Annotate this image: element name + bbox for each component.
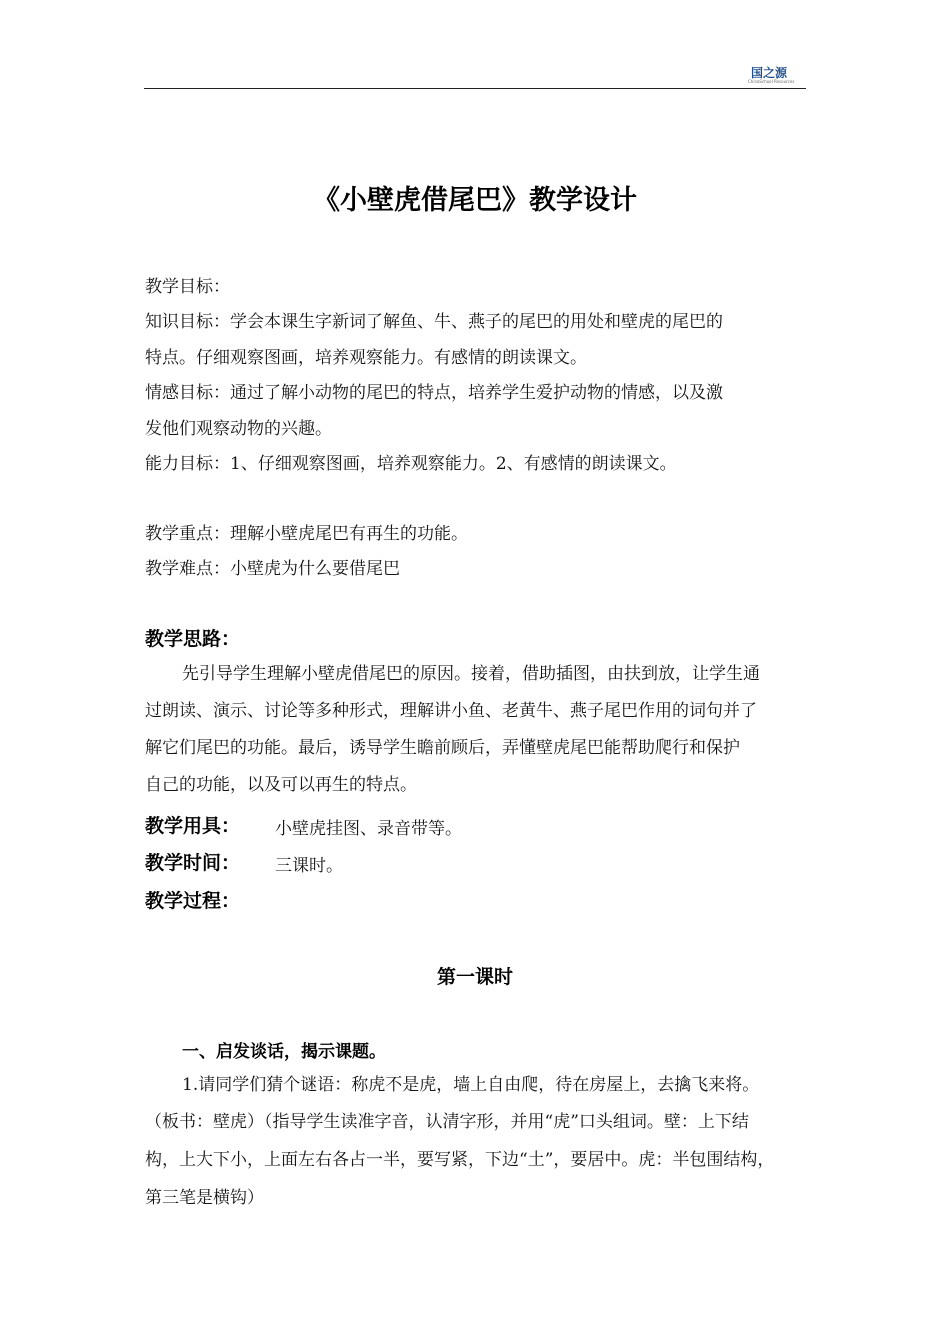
tools-label: 教学用具： (145, 815, 241, 837)
objectives-heading: 教学目标： (145, 277, 230, 297)
logo-text: 国之源 (751, 66, 788, 80)
header-rule (144, 88, 806, 89)
lesson-1-title: 第一课时 (436, 966, 513, 988)
ability-objective-line: 能力目标：1、仔细观察图画，培养观察能力。2、有感情的朗读课文。 (145, 454, 677, 474)
time-label: 教学时间： (145, 852, 241, 874)
process-heading: 教学过程： (145, 890, 241, 912)
emotion-objective-line-1: 情感目标：通过了解小动物的尾巴的特点，培养学生爱护动物的情感，以及激 (145, 383, 723, 403)
emotion-objective-line-2: 发他们观察动物的兴趣。 (145, 419, 332, 439)
logo-subtext: ChinaSchool Resources (748, 79, 795, 84)
approach-line-3: 解它们尾巴的功能。最后，诱导学生瞻前顾后，弄懂壁虎尾巴能帮助爬行和保护 (145, 738, 740, 758)
lesson-1-part-1-heading: 一、启发谈话，揭示课题。 (182, 1042, 386, 1062)
time-value: 三课时。 (275, 856, 343, 876)
lesson-1-line-3: 构，上大下小，上面左右各占一半，要写紧，下边“土”，要居中。虎：半包围结构， (145, 1150, 775, 1170)
publisher-logo (742, 64, 806, 88)
approach-line-4: 自己的功能，以及可以再生的特点。 (145, 775, 417, 795)
approach-line-1: 先引导学生理解小壁虎借尾巴的原因。接着，借助插图，由扶到放，让学生通 (182, 664, 760, 684)
lesson-1-line-4: 第三笔是横钩） (145, 1188, 264, 1208)
teaching-focus: 教学重点：理解小壁虎尾巴有再生的功能。 (145, 524, 468, 544)
lesson-1-line-2: （板书：壁虎）（指导学生读准字音，认清字形，并用“虎”口头组词。壁：上下结 (145, 1112, 749, 1132)
approach-heading: 教学思路： (145, 628, 241, 650)
knowledge-objective-line-2: 特点。仔细观察图画，培养观察能力。有感情的朗读课文。 (145, 348, 587, 368)
approach-line-2: 过朗读、演示、讨论等多种形式，理解讲小鱼、老黄牛、燕子尾巴作用的词句并了 (145, 701, 757, 721)
tools-value: 小壁虎挂图、录音带等。 (275, 819, 462, 839)
knowledge-objective-line-1: 知识目标：学会本课生字新词了解鱼、牛、燕子的尾巴的用处和壁虎的尾巴的 (145, 312, 723, 332)
lesson-1-line-1: 1.请同学们猜个谜语：称虎不是虎，墙上自由爬，待在房屋上，去擒飞来将。 (182, 1075, 760, 1095)
teaching-difficulty: 教学难点：小壁虎为什么要借尾巴 (145, 559, 400, 579)
document-title: 《小壁虎借尾巴》教学设计 (313, 185, 637, 216)
